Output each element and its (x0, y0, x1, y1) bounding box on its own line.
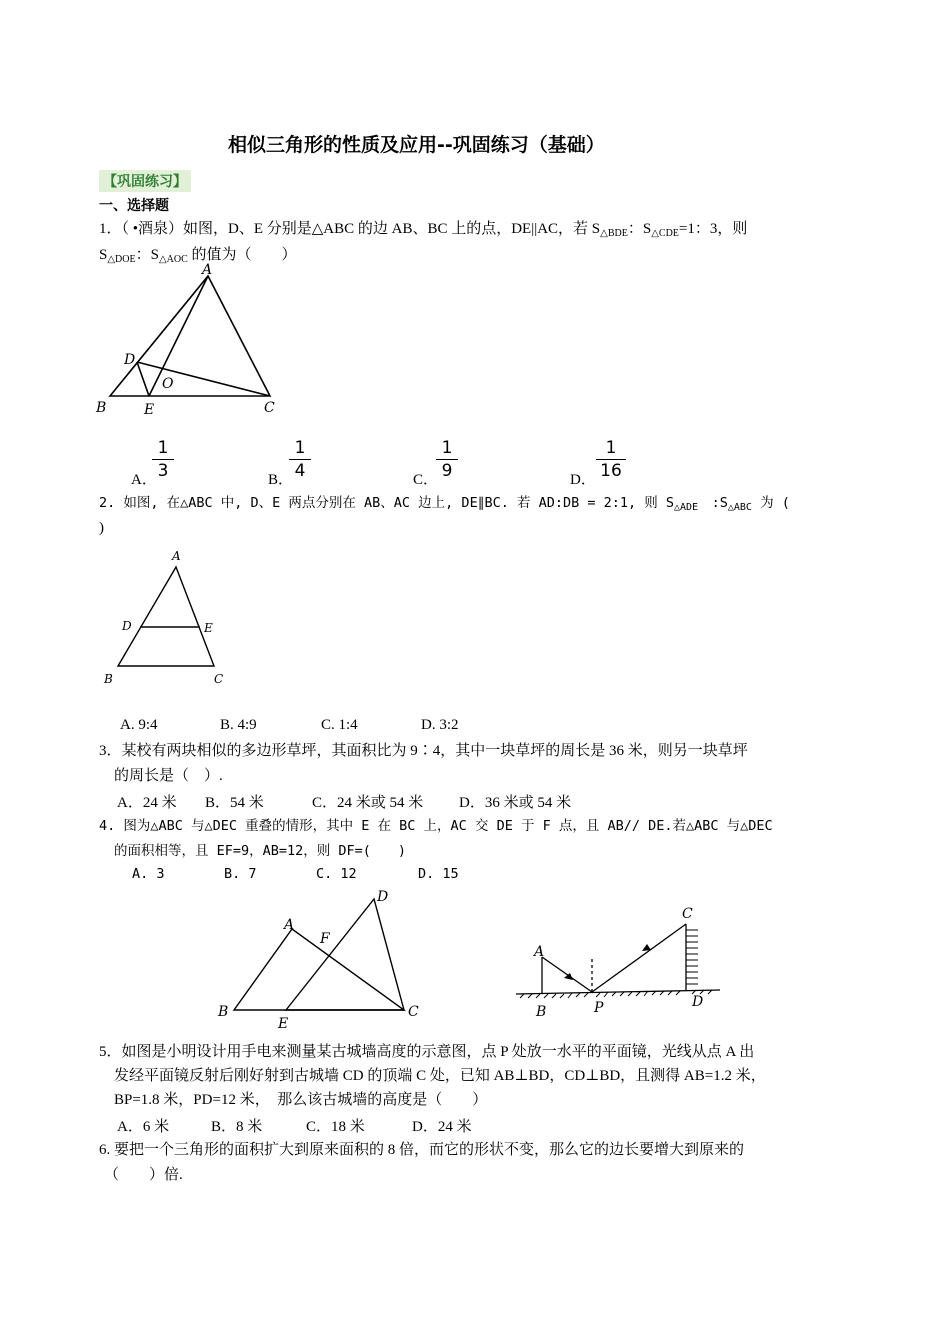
q1-option-a-fraction: 1 3 (152, 438, 174, 481)
q2-option-b: B. 4:9 (220, 717, 257, 733)
q4-line1: 4. 图为△ABC 与△DEC 重叠的情形，其中 E 在 BC 上，AC 交 DE 于 F 点，且 AB// DE.若△ABC 与△DEC (99, 818, 773, 834)
q5-option-c: C．18 米 (306, 1119, 365, 1135)
q2-label-e: E (204, 621, 213, 635)
q4-option-b: B. 7 (224, 866, 257, 882)
q2-line2: ) (99, 520, 104, 536)
q1-label-b: B (96, 400, 107, 416)
q2-option-a: A. 9:4 (120, 717, 158, 733)
q3-option-d: D．36 米或 54 米 (459, 795, 572, 811)
q5-label-c: C (682, 906, 693, 922)
q1-option-d-fraction: 1 16 (596, 438, 626, 481)
q3-line1: 3．某校有两块相似的多边形草坪，其面积比为 9∶4，其中一块草坪的周长是 36 米，则另一块草坪 (99, 743, 748, 759)
q6-line2: （ ）倍. (104, 1167, 183, 1183)
q2-option-c: C. 1:4 (321, 717, 358, 733)
q1-label-a: A (202, 262, 213, 278)
q2-label-d: D (122, 619, 132, 633)
q1-option-c-fraction: 1 9 (436, 438, 458, 481)
q4-figure (212, 885, 437, 1035)
q4-line2: 的面积相等，且 EF=9，AB=12，则 DF=( ) (114, 843, 407, 859)
q2-figure (98, 545, 238, 690)
q4-label-f: F (320, 931, 330, 947)
q3-option-c: C．24 米或 54 米 (312, 795, 424, 811)
q4-label-c: C (408, 1004, 419, 1020)
q2-label-c: C (214, 672, 224, 686)
q1-option-b-fraction: 1 4 (289, 438, 311, 481)
q4-option-a: A. 3 (132, 866, 165, 882)
q5-option-d: D．24 米 (412, 1119, 472, 1135)
page-title: 相似三角形的性质及应用--巩固练习（基础） (228, 134, 605, 156)
q4-option-d: D. 15 (418, 866, 459, 882)
q5-line1: 5．如图是小明设计用手电来测量某古城墙高度的示意图，点 P 处放一水平的平面镜，光线从点 A 出 (99, 1044, 755, 1060)
q2-label-b: B (104, 672, 113, 686)
q2-line1: 2. 如图, 在△ABC 中, D、E 两点分别在 AB、AC 边上, DE∥BC. 若 AD:DB = 2:1, 则 $S_{\triangle ADE}$ $:S_{\triangle ABC}$ 为 ( (99, 495, 790, 513)
q5-figure (510, 900, 735, 1025)
q3-line2: 的周长是（ ）. (114, 768, 223, 784)
q4-label-d: D (377, 889, 389, 905)
q5-label-d: D (692, 994, 704, 1010)
q4-label-a: A (284, 917, 295, 933)
q5-option-b: B．8 米 (211, 1119, 263, 1135)
q2-option-d: D. 3:2 (421, 717, 459, 733)
q1-option-a-label: A． (131, 472, 157, 488)
q1-label-e: E (144, 402, 155, 418)
q1-option-c-label: C． (413, 472, 439, 488)
q3-option-b: B．54 米 (205, 795, 264, 811)
q1-option-d-label: D． (570, 472, 596, 488)
q5-option-a: A．6 米 (117, 1119, 170, 1135)
q4-label-b: B (218, 1004, 229, 1020)
section-heading: 一、选择题 (99, 198, 169, 214)
q1-figure (92, 262, 292, 422)
q4-label-e: E (278, 1016, 289, 1032)
q1-option-b-label: B． (268, 472, 294, 488)
q1-label-d: D (124, 352, 136, 368)
q2-label-a: A (172, 549, 181, 563)
q1-label-c: C (264, 400, 275, 416)
q1-line1: 1．（ •酒泉）如图，D、E 分别是△ABC 的边 AB、BC 上的点，DE||AC，若 $S_{\triangle BDE}$：$S_{\triangle CDE}=1$：3，则 (99, 221, 748, 239)
q5-line3: BP=1.8 米，PD=12 米， 那么该古城墙的高度是（ ） (114, 1092, 488, 1108)
q4-option-c: C. 12 (316, 866, 357, 882)
q3-option-a: A．24 米 (117, 795, 177, 811)
q1-label-o: O (162, 376, 174, 392)
q5-label-a: A (534, 944, 545, 960)
q5-line2: 发经平面镜反射后刚好射到古城墙 CD 的顶端 C 处，已知 AB⊥BD，CD⊥BD，且测得 AB=1.2 米， (114, 1068, 766, 1084)
q5-label-b: B (536, 1004, 547, 1020)
q1-line2: $S_{\triangle DOE}$：$S_{\triangle AOC}$ 的值为（ ） (99, 247, 297, 265)
q5-label-p: P (594, 1000, 604, 1016)
section-tag: 【巩固练习】 (99, 170, 191, 192)
q6-line1: 6. 要把一个三角形的面积扩大到原来面积的 8 倍，而它的形状不变，那么它的边长要增大到原来的 (99, 1142, 745, 1158)
